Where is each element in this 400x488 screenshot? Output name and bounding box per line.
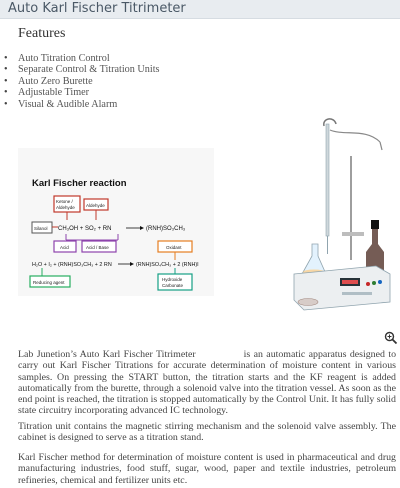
ketone-label: Ketone / <box>56 199 73 204</box>
acid-label: Acid <box>60 245 69 250</box>
aldehyde-label: Aldehyde <box>86 203 105 208</box>
feature-item: • Separate Control & Titration Units <box>0 64 160 75</box>
titrimeter-product-image <box>284 116 396 316</box>
features-list <box>0 53 160 110</box>
zoom-icon[interactable] <box>384 331 398 345</box>
description-paragraph-3: Karl Fischer method for determination of moisture content is used in pharmaceutical and drug manufacturing industries, food stuff, sugar, wood, paper and textile industries, petroleum refineries, chemical and fertilizer units etc. <box>18 452 396 486</box>
reducing-agent-label: Reducing agent <box>33 280 65 285</box>
acid-base-label: Acid / Base <box>86 245 109 250</box>
feature-item: • Adjustable Timer <box>0 87 160 98</box>
aldehyde-sub-label: Aldehyde <box>56 205 75 210</box>
feature-item: • Visual & Audible Alarm <box>0 99 160 110</box>
feature-item: • Auto Zero Burette <box>0 76 160 87</box>
diagram-title: Karl Fischer reaction <box>32 178 127 189</box>
karl-fischer-reaction-diagram <box>18 148 214 296</box>
description-p1-rest: is an automatic apparatus designed to carry out Karl Fischer Titrations for accurate determination of moisture content in various samples. On pressing the START button, the titration starts and the KF reagent is added automatically from the burette, through a solenoid valve into the titration vessel. As soon as the end point is reached, the titration is stopped automatically by the Control Unit. It has fully solid state circuitry incorporating advanced IC technology. <box>18 349 397 417</box>
feature-item: • Auto Titration Control <box>0 53 160 64</box>
description-p1-start: Lab Junetion’s Auto Karl Fischer Titrimeter <box>18 349 196 360</box>
page-title: Auto Karl Fischer Titrimeter <box>8 1 186 16</box>
silanol-label: Silanol <box>34 226 48 231</box>
description-paragraph-2: Titration unit contains the magnetic stirring mechanism and the solenoid valve assembly. The cabinet is designed to serve as a titration stand. <box>18 421 396 444</box>
title-bar <box>0 0 400 19</box>
carbonate-label: Carbonate <box>162 283 184 288</box>
equation-2: H₂O + I₂ + (RNH)SO₃CH₃ + 2 RN <box>32 262 112 268</box>
product-2: (RNH)SO₄CH₃ + 2 (RNH)I <box>136 262 199 268</box>
equation-1: CH₃OH + SO₂ + RN <box>58 226 112 232</box>
description-paragraph-1 <box>18 349 396 417</box>
product-1: (RNH)SO₃CH₃ <box>146 226 186 232</box>
hydroxide-label: Hydroxide <box>162 277 183 282</box>
oxidant-label: Oxidant <box>166 245 182 250</box>
features-heading: Features <box>18 26 66 41</box>
